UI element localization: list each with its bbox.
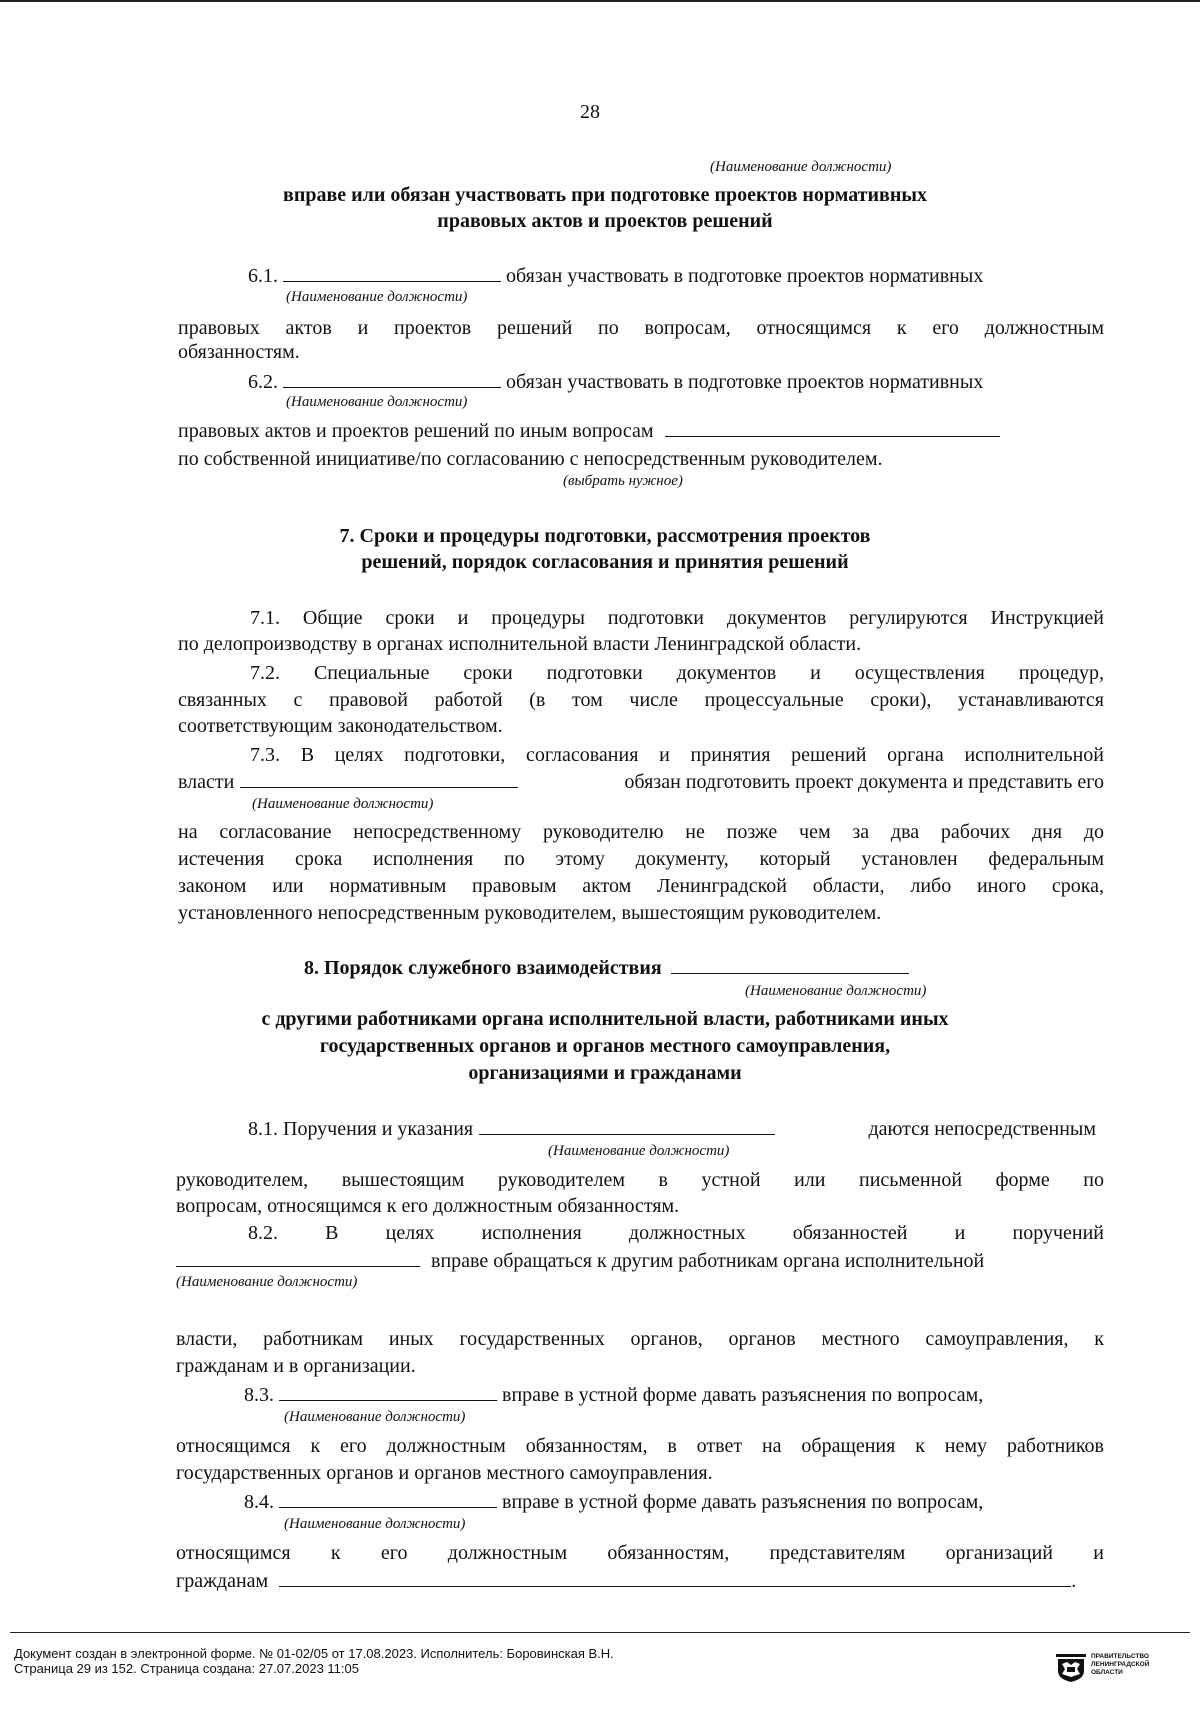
paragraph-6-1-line-1: 6.1. обязан участвовать в подготовке проектов нормативных bbox=[248, 265, 984, 287]
position-blank bbox=[176, 1248, 420, 1267]
position-caption: (Наименование должности) bbox=[710, 159, 892, 175]
paragraph-8-1-line-2: руководителем, вышестоящим руководителем в устной или письменной форме по bbox=[176, 1169, 1104, 1191]
paragraph-7-2-line-2: связанных с правовой работой (в том числе процессуальные сроки), устанавливаются bbox=[178, 689, 1104, 711]
position-blank bbox=[240, 769, 518, 788]
paragraph-number: 8.3. bbox=[244, 1384, 274, 1406]
paragraph-7-3-line-5: законом или нормативным правовым актом Ленинградской области, либо иного срока, bbox=[178, 875, 1104, 897]
paragraph-8-3-line-1: 8.3. вправе в устной форме давать разъяснения по вопросам, bbox=[244, 1384, 984, 1406]
position-caption: (Наименование должности) bbox=[252, 796, 434, 812]
section-8-heading-line-1: 8. Порядок служебного взаимодействия bbox=[304, 955, 909, 980]
position-caption: (Наименование должности) bbox=[286, 289, 468, 305]
page-number: 28 bbox=[580, 101, 600, 123]
position-caption: (Наименование должности) bbox=[284, 1409, 466, 1425]
position-blank bbox=[283, 369, 501, 388]
paragraph-7-3-line-4: истечения срока исполнения по этому документу, который установлен федеральным bbox=[178, 848, 1104, 870]
paragraph-8-2-line-1: 8.2. В целях исполнения должностных обязанностей и поручений bbox=[248, 1222, 1104, 1244]
paragraph-6-2-line-1: 6.2. обязан участвовать в подготовке проектов нормативных bbox=[248, 371, 984, 393]
text-blank bbox=[279, 1568, 1071, 1587]
paragraph-7-3-line-1: 7.3. В целях подготовки, согласования и принятия решений органа исполнительной bbox=[250, 744, 1104, 766]
paragraph-7-3-line-2: власти обязан подготовить проект документа и представить его bbox=[178, 771, 1104, 793]
section-8-heading-line-2: с другими работниками органа исполнительной власти, работниками иных bbox=[261, 1008, 949, 1030]
paragraph-8-1-line-3: вопросам, относящимся к его должностным обязанностям. bbox=[176, 1195, 680, 1217]
paragraph-7-3-line-3: на согласование непосредственному руководителю не позже чем за два рабочих дня до bbox=[178, 821, 1104, 843]
paragraph-6-1-line-2: правовых актов и проектов решений по вопросам, относящимся к его должностным bbox=[178, 317, 1104, 339]
coat-of-arms-icon bbox=[1055, 1653, 1087, 1683]
position-caption: (Наименование должности) bbox=[548, 1143, 730, 1159]
position-blank bbox=[671, 955, 909, 974]
footer-document-info: Документ создан в электронной форме. № 01-02/05 от 17.08.2023. Исполнитель: Боровинская В.Н. bbox=[14, 1646, 614, 1661]
section-7-heading-line-1: 7. Сроки и процедуры подготовки, рассмотрения проектов bbox=[339, 525, 871, 547]
paragraph-7-1-line-1: 7.1. Общие сроки и процедуры подготовки документов регулируются Инструкцией bbox=[250, 607, 1104, 629]
text-blank bbox=[665, 418, 1000, 437]
choose-caption: (выбрать нужное) bbox=[563, 473, 683, 489]
paragraph-8-2-line-2: вправе обращаться к другим работникам органа исполнительной bbox=[176, 1248, 984, 1273]
paragraph-7-1-line-2: по делопроизводству в органах исполнительной власти Ленинградской области. bbox=[178, 633, 862, 655]
paragraph-6-1-line-3: обязанностям. bbox=[178, 341, 300, 363]
paragraph-8-3-line-2: относящимся к его должностным обязанностям, в ответ на обращения к нему работников bbox=[176, 1435, 1104, 1457]
position-blank bbox=[279, 1382, 497, 1401]
paragraph-8-4-line-3: гражданам . bbox=[176, 1570, 1077, 1592]
position-blank bbox=[479, 1116, 775, 1135]
position-caption: (Наименование должности) bbox=[176, 1274, 358, 1290]
footer-page-info: Страница 29 из 152. Страница создана: 27.07.2023 11:05 bbox=[14, 1661, 359, 1676]
section-8-heading-line-3: государственных органов и органов местного самоуправления, bbox=[319, 1035, 891, 1057]
paragraph-8-2-line-3: власти, работникам иных государственных органов, органов местного самоуправления, к bbox=[176, 1328, 1104, 1350]
position-caption: (Наименование должности) bbox=[286, 394, 468, 410]
paragraph-6-2-line-3: по собственной инициативе/по согласованию с непосредственным руководителем. bbox=[178, 448, 883, 470]
paragraph-8-4-line-1: 8.4. вправе в устной форме давать разъяснения по вопросам, bbox=[244, 1491, 984, 1513]
government-logo-text: ПРАВИТЕЛЬСТВО ЛЕНИНГРАДСКОЙ ОБЛАСТИ bbox=[1091, 1653, 1150, 1676]
position-blank bbox=[279, 1489, 497, 1508]
section-7-heading-line-2: решений, порядок согласования и принятия решений bbox=[361, 551, 849, 573]
position-caption: (Наименование должности) bbox=[284, 1516, 466, 1532]
paragraph-7-2-line-3: соответствующим законодательством. bbox=[178, 715, 503, 737]
government-logo bbox=[1055, 1651, 1195, 1691]
paragraph-number: 6.1. bbox=[248, 265, 278, 287]
paragraph-7-3-line-6: установленного непосредственным руководителем, вышестоящим руководителем. bbox=[178, 902, 882, 924]
section-6-heading-line-2: правовых актов и проектов решений bbox=[437, 210, 773, 232]
position-blank bbox=[283, 263, 501, 282]
scan-top-edge bbox=[0, 0, 1200, 2]
paragraph-8-1-line-1: 8.1. Поручения и указания даются непосредственным bbox=[248, 1118, 1096, 1140]
footer-divider bbox=[10, 1632, 1190, 1633]
paragraph-6-2-line-2: правовых актов и проектов решений по иным вопросам bbox=[178, 418, 1000, 443]
section-8-heading-line-4: организациями и гражданами bbox=[468, 1062, 742, 1084]
paragraph-8-2-line-4: гражданам и в организации. bbox=[176, 1355, 416, 1377]
paragraph-8-3-line-3: государственных органов и органов местного самоуправления. bbox=[176, 1462, 713, 1484]
paragraph-8-4-line-2: относящимся к его должностным обязанностям, представителям организаций и bbox=[176, 1542, 1104, 1564]
paragraph-7-2-line-1: 7.2. Специальные сроки подготовки документов и осуществления процедур, bbox=[250, 662, 1104, 684]
position-caption: (Наименование должности) bbox=[745, 983, 927, 999]
section-6-heading-line-1: вправе или обязан участвовать при подготовке проектов нормативных bbox=[283, 184, 927, 206]
paragraph-number: 6.2. bbox=[248, 371, 278, 393]
paragraph-number: 8.4. bbox=[244, 1491, 274, 1513]
